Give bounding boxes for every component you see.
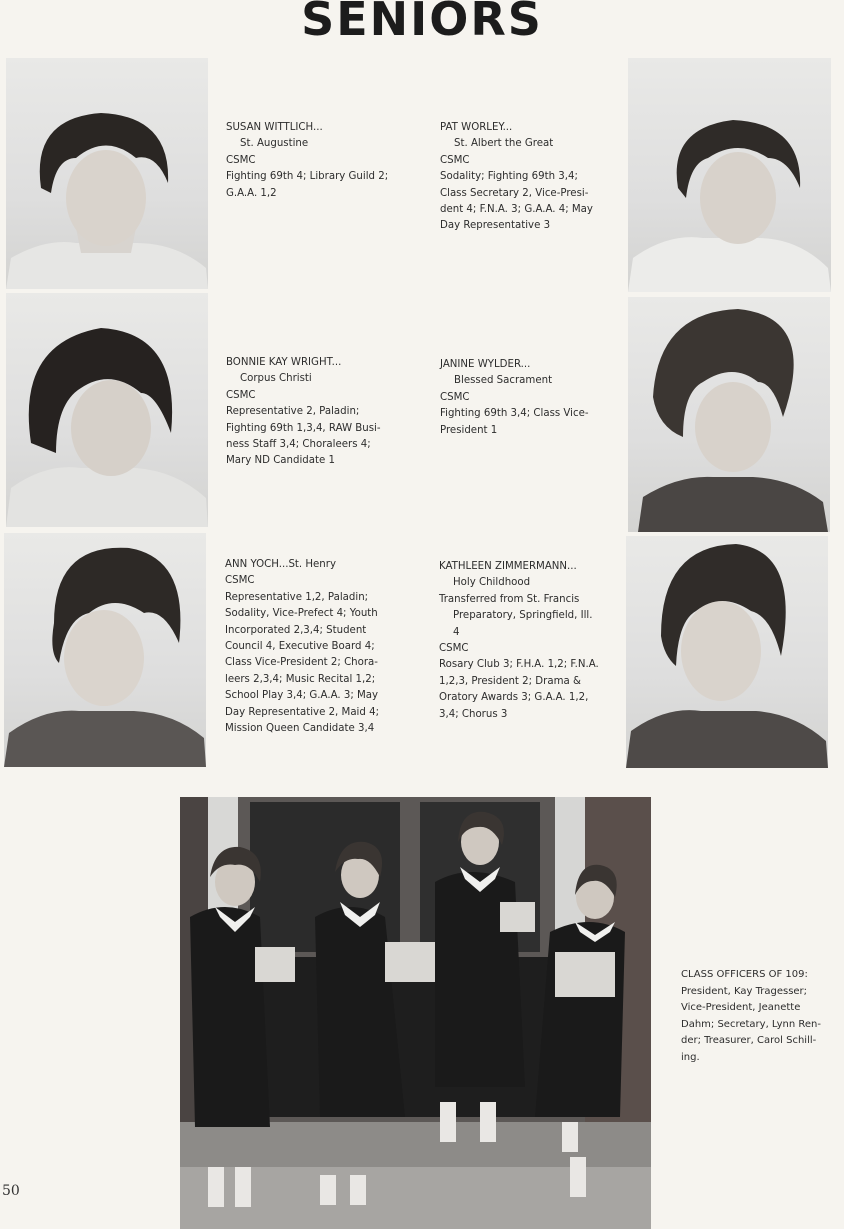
bio-kathleen-zimmermann [439,559,599,723]
bio-line: Council 4, Executive Board 4; [225,641,375,653]
page-number: 50 [2,1183,20,1199]
bio-line: Fighting 69th 4; Library Guild 2; [226,171,389,183]
bio-line: Mission Queen Candidate 3,4 [225,723,375,735]
caption-line: Vice-President, Jeanette [681,1002,801,1013]
bio-line: Oratory Awards 3; G.A.A. 1,2, [439,692,589,704]
senior-name: BONNIE KAY WRIGHT... [226,357,342,368]
bio-ann-yoch [225,557,379,737]
bio-line: 1,2,3, President 2; Drama & [439,675,581,687]
senior-name: ANN YOCH...St. Henry [225,559,336,570]
bio-line: Sodality, Vice-Prefect 4; Youth [225,608,378,620]
bio-pat-worley [440,120,593,235]
portrait-photo-susan-wittlich [6,58,208,289]
portrait-photo-janine-wylder [628,297,830,532]
bio-line: Transferred from St. Francis [439,593,580,605]
bio-line: President 1 [440,424,498,436]
bio-line: CSMC [439,643,469,655]
bio-line: Class Vice-President 2; Chora- [225,657,378,669]
bio-line: Blessed Sacrament [454,375,553,387]
bio-line: St. Albert the Great [454,138,554,150]
caption-line: President, Kay Tragesser; [681,985,808,997]
senior-name: PAT WORLEY... [440,122,513,133]
bio-line: Incorporated 2,3,4; Student [225,624,367,636]
bio-line: School Play 3,4; G.A.A. 3; May [225,690,379,702]
bio-line: Fighting 69th 3,4; Class Vice- [440,408,589,420]
bio-line: Day Representative 3 [440,220,551,232]
bio-line: CSMC [226,154,256,166]
bio-janine-wylder [440,357,589,439]
bio-line: Representative 1,2, Paladin; [225,591,369,603]
bio-line: Class Secretary 2, Vice-Presi- [440,187,589,199]
portrait-photo-kathleen-zimmermann [626,536,828,768]
bio-line: Sodality; Fighting 69th 3,4; [440,171,578,183]
bio-line: dent 4; F.N.A. 3; G.A.A. 4; May [440,204,593,216]
bio-line: Representative 2, Paladin; [226,406,360,418]
portrait-photo-pat-worley [628,58,831,292]
caption-line: ing. [681,1051,700,1063]
bio-line: Mary ND Candidate 1 [226,455,335,467]
senior-name: SUSAN WITTLICH... [226,122,323,133]
bio-line: CSMC [440,391,470,403]
page-title: SENIORS [301,0,543,46]
bio-line: 3,4; Chorus 3 [439,708,508,720]
bio-line: leers 2,3,4; Music Recital 1,2; [225,673,376,685]
senior-name: KATHLEEN ZIMMERMANN... [439,561,577,572]
bio-line: Preparatory, Springfield, Ill. [453,610,593,622]
portrait-photo-ann-yoch [4,533,206,767]
caption-line: Dahm; Secretary, Lynn Ren- [681,1018,821,1030]
caption-line: der; Treasurer, Carol Schill- [681,1035,817,1046]
bio-line: Day Representative 2, Maid 4; [225,706,380,718]
bio-line: Fighting 69th 1,3,4, RAW Busi- [226,422,381,434]
portrait-photo-bonnie-kay-wright [6,293,208,527]
bio-line: G.A.A. 1,2 [226,187,277,199]
bio-line: CSMC [226,389,256,401]
bio-bonnie-kay-wright [226,355,381,470]
bio-line: 4 [453,626,460,638]
bio-line: Rosary Club 3; F.H.A. 1,2; F.N.A. [439,659,599,671]
group-photo-caption [681,967,831,1066]
bio-line: Corpus Christi [240,373,312,385]
bio-line: St. Augustine [240,138,309,150]
class-officers-group-photo [180,797,651,1229]
bio-line: ness Staff 3,4; Choraleers 4; [226,439,371,451]
bio-line: CSMC [225,575,255,587]
senior-name: JANINE WYLDER... [440,359,531,370]
bio-susan-wittlich [226,120,388,202]
bio-line: Holy Childhood [453,577,531,589]
caption-line: CLASS OFFICERS OF 109: [681,969,808,980]
bio-line: CSMC [440,154,470,166]
